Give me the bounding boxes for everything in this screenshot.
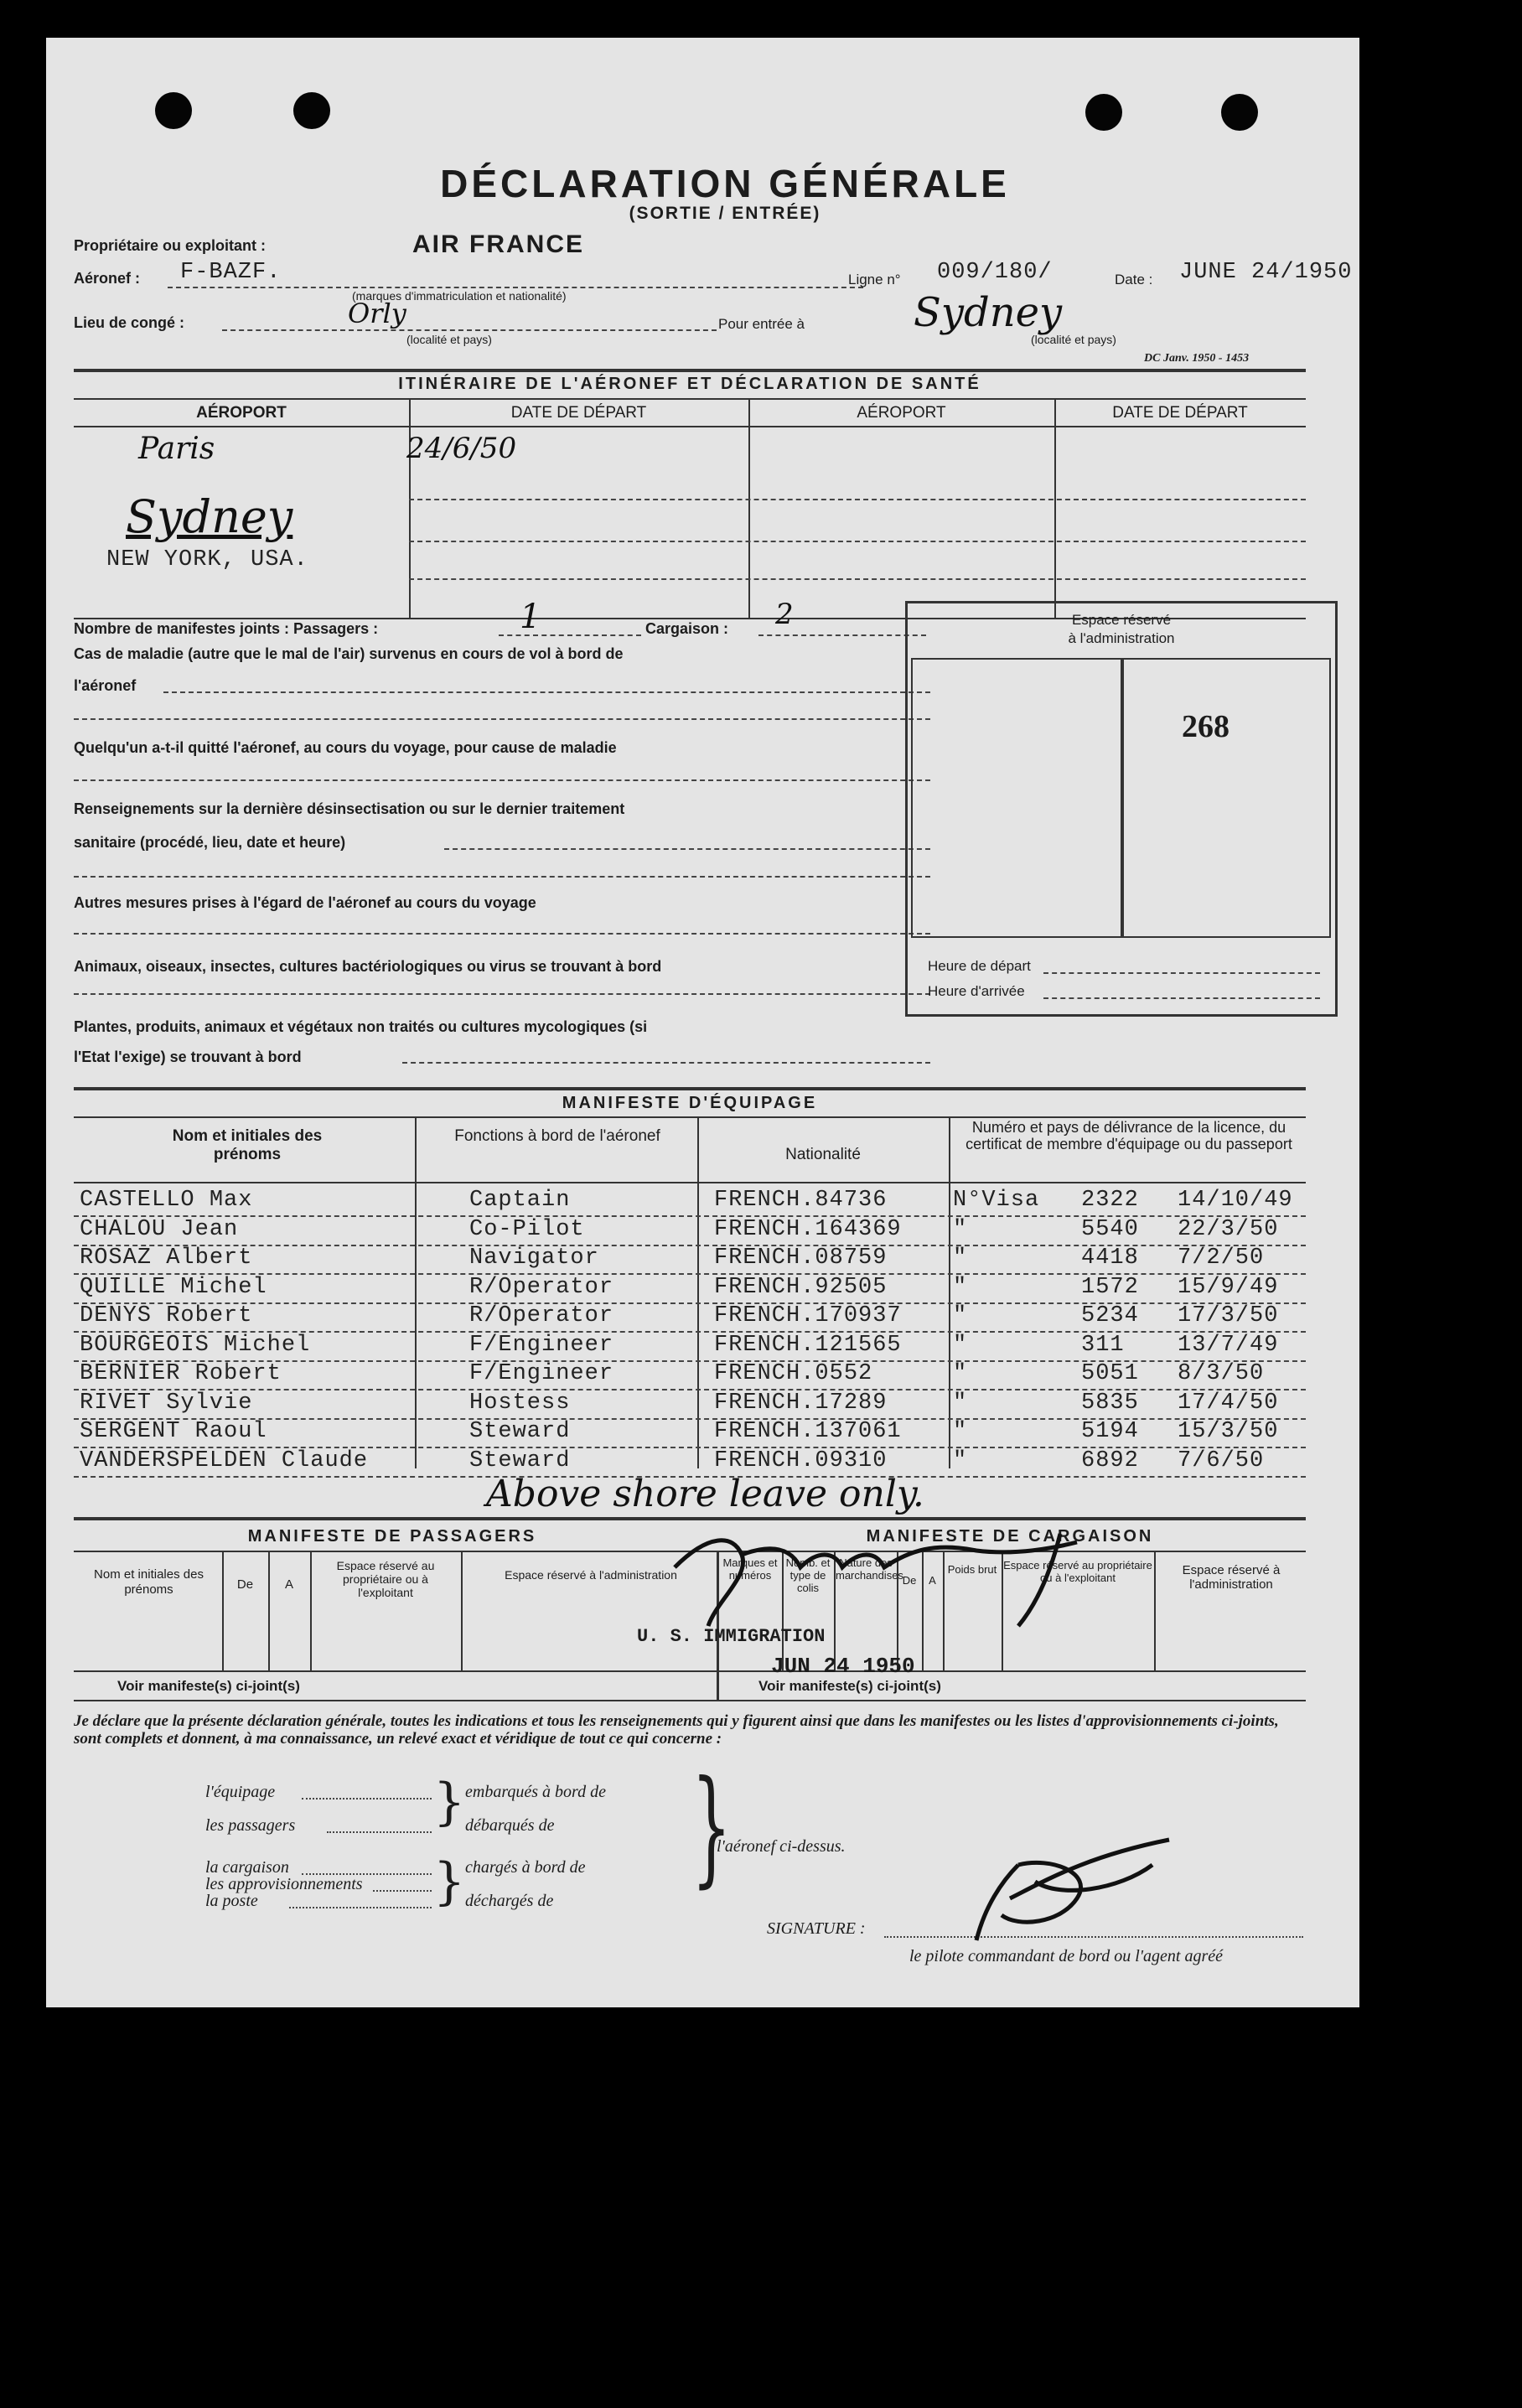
- crew-function: F/Engineer: [469, 1361, 614, 1386]
- owner-value: AIR FRANCE: [412, 230, 584, 258]
- cargo-title: MANIFESTE DE CARGAISON: [866, 1527, 1154, 1546]
- crew-license-prefix: ": [953, 1245, 968, 1271]
- passengers-header: Nom et initiales des prénoms: [94, 1567, 204, 1597]
- cargo-see-manifest: Voir manifeste(s) ci-joint(s): [758, 1678, 941, 1694]
- crew-license-number: 4418: [1081, 1245, 1139, 1271]
- crew-nationality: FRENCH.09310: [714, 1447, 888, 1473]
- crew-name: CASTELLO Max: [80, 1188, 253, 1213]
- itinerary-header: DATE DE DÉPART: [1112, 404, 1248, 422]
- date-label: Date :: [1115, 272, 1153, 287]
- declaration-item: la cargaison: [205, 1858, 289, 1877]
- crew-header: Numéro et pays de délivrance de la licence, du certificat de membre d'équipage ou du passeport: [965, 1119, 1292, 1152]
- crew-license-number: 2322: [1081, 1188, 1139, 1213]
- punch-hole: [1221, 94, 1258, 131]
- crew-license-date: 22/3/50: [1178, 1216, 1279, 1242]
- crew-header: Fonctions à bord de l'aéronef: [454, 1127, 660, 1145]
- crew-license-date: 17/4/50: [1178, 1390, 1279, 1416]
- passengers-header: A: [284, 1577, 293, 1592]
- signature-scrawl: [658, 1517, 1127, 1634]
- crew-title: MANIFESTE D'ÉQUIPAGE: [562, 1094, 818, 1112]
- passengers-see-manifest: Voir manifeste(s) ci-joint(s): [117, 1678, 300, 1694]
- signature-label: SIGNATURE :: [767, 1919, 866, 1938]
- crew-nationality: FRENCH.08759: [714, 1245, 888, 1271]
- health-question: l'Etat l'exige) se trouvant à bord: [74, 1049, 302, 1065]
- health-question: Cas de maladie (autre que le mal de l'air) survenus en cours de vol à bord de: [74, 645, 624, 662]
- crew-name: BOURGEOIS Michel: [80, 1332, 311, 1358]
- departure-label: Lieu de congé :: [74, 314, 185, 331]
- crew-license-number: 5194: [1081, 1419, 1139, 1444]
- punch-hole: [1085, 94, 1122, 131]
- crew-license-prefix: ": [953, 1419, 968, 1444]
- health-question: Autres mesures prises à l'égard de l'aéronef au cours du voyage: [74, 894, 536, 911]
- crew-header: Nom et initiales des prénoms: [172, 1127, 323, 1163]
- crew-license-prefix: ": [953, 1216, 968, 1242]
- form-sheet: DÉCLARATION GÉNÉRALE (SORTIE / ENTRÉE) Propriétaire ou exploitant : AIR FRANCE Aéronef : F-BAZF. (marques d'immatriculation et nationalité) Ligne n° 009/180/ Date : JUNE 24/1950 Lieu de congé : Orly (localité et pays) Pour entrée à Sydney (localité et pays) DC Janv. 1950 - 1453 ITINÉRAIRE DE L'AÉRONEF ET DÉCLARATION DE SANTÉ AÉROPORT DATE DE DÉPART AÉROPORT DATE DE DÉPART Paris Sydney NEW YORK, USA. 24/6/50 Nombre de manifestes joints : Passagers : 1 Cargaison : 2 Cas de maladie (autre que le mal de l'air) survenus en cours de vol à bord de l'aéronef Quelqu'un a-t-il quitté l'aéronef, au cours du voyage, pour cause de maladie Renseignements sur la dernière désinsectisation ou sur le dernier traitement sanitaire (procédé, lieu, date et heure) Autres mesures prises à l'égard de l'aéronef au cours du voyage Animaux, oiseaux, insectes, cultures bactériologiques ou virus se trouvant à bord Plantes, produits, animaux et végétaux non traités ou cultures mycologiques (si l'Etat l'exige) se trouvant à bord Espace réservé à l'administration 268 Heure de départ Heure d'arrivée MANIFESTE D'ÉQUIPAGE Nom et initiales des prénoms Fonctions à bord de l'aéronef Nationalité Numéro et pays de délivrance de la licence, du certificat de membre d'équipage ou du passeport CASTELLO Max Captain FRENCH.84736 N°Visa 2322 14/10/49 CHALOU Jean Co-Pilot FRENCH.164369 " 5540 22/3/50 ROSAZ Albert Navigator FRENCH.08759 " 4418 7/2/50 QUILLE Michel R/Operator FRENCH.92505 " 1572 15/9/49 DENYS Robert R/Operator FRENCH.170937 " 5234 17/3/50 BOURGEOIS Michel F/Engineer FRENCH.121565 " 311 13/7/49 BERNIER Robert F/Engineer FRENCH.0552 " 5051 8/3/50 RIVET Sylvie Hostess FRENCH.17289 " 5835 17/4/50 SERGENT Raoul Steward FRENCH.137061 " 5194 15/3/50 VANDERSPELDEN Claude Steward FRENCH.09310 " 6892 7/6/50 Above shore leave only. MANIFESTE DE PASSAGERS MANIFESTE DE CARGAISON Nom et initiales des prénoms De A Espace réservé au propriétaire ou à l'exploitant Espace réservé à l'administration Voir manifeste(s) ci-joint(s) Marques et numéros Nomb. et type de colis Nature des marchandises De A Poids brut Espace réservé au propriétaire ou à l'exploitant Espace réservé à l'administration Voir manifeste(s) ci-joint(s) U. S. IMMIGRATION JUN 24 1950 Je déclare que la présente déclaration générale, toutes les indications et tous les renseignements qui y figurent ainsi que dans les manifestes ou les listes d'approvisionnements ci-joints, sont complets et donnent, à ma connaissance, un relevé exact et véridique de tout ce qui concerne : l'équipage les passagers la cargaison les approvisionnements la poste } } embarqués à bord de débarqués de chargés à bord de déchargés de } l'aéronef ci-dessus. SIGNATURE : le pilote commandant de bord ou l'agent agréé: [46, 38, 1359, 2007]
- crew-function: Steward: [469, 1419, 571, 1444]
- crew-name: VANDERSPELDEN Claude: [80, 1447, 369, 1473]
- departure-time-label: Heure de départ: [928, 958, 1031, 974]
- health-question: Animaux, oiseaux, insectes, cultures bactériologiques ou virus se trouvant à bord: [74, 958, 662, 975]
- departure-note: (localité et pays): [406, 333, 492, 346]
- aircraft-label: Aéronef :: [74, 270, 141, 287]
- admin-box-title: Espace réservé: [1071, 612, 1172, 628]
- crew-license-prefix: N°Visa: [953, 1188, 1040, 1213]
- punch-hole: [155, 92, 192, 129]
- crew-nationality: FRENCH.0552: [714, 1361, 873, 1386]
- declaration-item: les approvisionnements: [205, 1875, 363, 1893]
- manifests-label: Nombre de manifestes joints : Passagers :: [74, 620, 379, 637]
- crew-nationality: FRENCH.84736: [714, 1188, 888, 1213]
- itinerary-airport: NEW YORK, USA.: [106, 547, 308, 572]
- line-value: 009/180/: [937, 260, 1053, 285]
- cargo-header: Poids brut: [947, 1563, 997, 1576]
- itinerary-header: DATE DE DÉPART: [510, 404, 647, 422]
- departure-value: Orly: [348, 298, 406, 329]
- itinerary-airport: Sydney: [126, 490, 293, 543]
- line-label: Ligne n°: [848, 272, 901, 287]
- crew-nationality: FRENCH.164369: [714, 1216, 902, 1242]
- cargo-header: Nomb. et type de colis: [785, 1556, 831, 1594]
- cargo-header: A: [929, 1574, 936, 1587]
- crew-license-number: 1572: [1081, 1274, 1139, 1300]
- crew-name: RIVET Sylvie: [80, 1390, 253, 1416]
- cargo-count-label: Cargaison :: [645, 620, 729, 637]
- admin-number: 268: [1182, 709, 1230, 744]
- cargo-header: De: [902, 1574, 917, 1587]
- entry-value: Sydney: [914, 289, 1063, 336]
- crew-function: Navigator: [469, 1245, 599, 1271]
- crew-license-number: 5051: [1081, 1361, 1139, 1386]
- itinerary-header: AÉROPORT: [857, 404, 946, 422]
- pilot-signature: [951, 1831, 1203, 1957]
- crew-nationality: FRENCH.121565: [714, 1332, 902, 1358]
- crew-name: DENYS Robert: [80, 1303, 253, 1328]
- crew-license-prefix: ": [953, 1390, 968, 1416]
- date-value: JUNE 24/1950: [1179, 260, 1353, 285]
- declaration-action: débarqués de: [465, 1816, 555, 1835]
- passengers-header: Espace réservé au propriétaire ou à l'exploitant: [336, 1559, 435, 1599]
- crew-license-date: 8/3/50: [1178, 1361, 1265, 1386]
- crew-name: BERNIER Robert: [80, 1361, 282, 1386]
- owner-label: Propriétaire ou exploitant :: [74, 237, 267, 254]
- crew-license-number: 5835: [1081, 1390, 1139, 1416]
- crew-nationality: FRENCH.17289: [714, 1390, 888, 1416]
- crew-license-number: 6892: [1081, 1447, 1139, 1473]
- form-title: DÉCLARATION GÉNÉRALE: [440, 162, 1010, 205]
- crew-function: Co-Pilot: [469, 1216, 585, 1242]
- declaration-aircraft: l'aéronef ci-dessus.: [717, 1837, 846, 1856]
- crew-license-prefix: ": [953, 1447, 968, 1473]
- cargo-header: Nature des marchandises: [836, 1556, 903, 1582]
- crew-annotation: Above shore leave only.: [486, 1473, 924, 1515]
- crew-header: Nationalité: [785, 1146, 861, 1163]
- crew-license-date: 7/6/50: [1178, 1447, 1265, 1473]
- arrival-time-label: Heure d'arrivée: [928, 983, 1025, 999]
- crew-license-number: 5540: [1081, 1216, 1139, 1242]
- crew-name: CHALOU Jean: [80, 1216, 239, 1242]
- crew-nationality: FRENCH.170937: [714, 1303, 902, 1328]
- crew-function: R/Operator: [469, 1274, 614, 1300]
- aircraft-value: F-BAZF.: [180, 260, 282, 285]
- health-question: l'aéronef: [74, 677, 137, 694]
- crew-license-prefix: ": [953, 1332, 968, 1358]
- declaration-action: déchargés de: [465, 1892, 554, 1910]
- health-question: Quelqu'un a-t-il quitté l'aéronef, au cours du voyage, pour cause de maladie: [74, 739, 617, 756]
- health-question: sanitaire (procédé, lieu, date et heure): [74, 834, 346, 851]
- entry-note: (localité et pays): [1031, 333, 1116, 346]
- crew-nationality: FRENCH.137061: [714, 1419, 902, 1444]
- immigration-stamp-date: JUN 24 1950: [771, 1654, 915, 1679]
- crew-license-date: 17/3/50: [1178, 1303, 1279, 1328]
- immigration-stamp-org: U. S. IMMIGRATION: [637, 1626, 826, 1647]
- crew-license-number: 5234: [1081, 1303, 1139, 1328]
- health-question: Renseignements sur la dernière désinsectisation ou sur le dernier traitement: [74, 800, 625, 817]
- crew-license-date: 15/3/50: [1178, 1419, 1279, 1444]
- crew-function: F/Engineer: [469, 1332, 614, 1358]
- passengers-header: Espace réservé à l'administration: [505, 1568, 677, 1582]
- admin-box-title: à l'administration: [1068, 630, 1175, 646]
- crew-name: SERGENT Raoul: [80, 1419, 267, 1444]
- form-subtitle: (SORTIE / ENTRÉE): [629, 204, 821, 223]
- itinerary-date: 24/6/50: [406, 432, 517, 465]
- itinerary-title: ITINÉRAIRE DE L'AÉRONEF ET DÉCLARATION DE SANTÉ: [398, 375, 981, 393]
- crew-name: QUILLE Michel: [80, 1274, 267, 1300]
- declaration-action: embarqués à bord de: [465, 1783, 606, 1801]
- crew-license-prefix: ": [953, 1361, 968, 1386]
- crew-nationality: FRENCH.92505: [714, 1274, 888, 1300]
- crew-function: R/Operator: [469, 1303, 614, 1328]
- crew-license-prefix: ": [953, 1274, 968, 1300]
- health-question: Plantes, produits, animaux et végétaux non traités ou cultures mycologiques (si: [74, 1018, 648, 1035]
- declaration-action: chargés à bord de: [465, 1858, 586, 1877]
- crew-function: Hostess: [469, 1390, 571, 1416]
- cargo-header: Espace réservé au propriétaire ou à l'exploitant: [1003, 1559, 1152, 1584]
- punch-hole: [293, 92, 330, 129]
- itinerary-header: AÉROPORT: [196, 404, 287, 422]
- cargo-header: Espace réservé à l'administration: [1182, 1563, 1281, 1592]
- cargo-count: 2: [775, 598, 794, 631]
- declaration-item: les passagers: [205, 1816, 296, 1835]
- crew-license-date: 14/10/49: [1178, 1188, 1293, 1213]
- passengers-header: De: [236, 1577, 254, 1592]
- marks-note: (marques d'immatriculation et nationalité): [352, 289, 567, 303]
- entry-label: Pour entrée à: [718, 316, 805, 332]
- passengers-title: MANIFESTE DE PASSAGERS: [247, 1527, 537, 1546]
- signature-caption: le pilote commandant de bord ou l'agent agréé: [909, 1947, 1224, 1965]
- crew-license-prefix: ": [953, 1303, 968, 1328]
- declaration-item: la poste: [205, 1892, 258, 1910]
- crew-function: Captain: [469, 1188, 571, 1213]
- crew-function: Steward: [469, 1447, 571, 1473]
- declaration-item: l'équipage: [205, 1783, 276, 1801]
- crew-name: ROSAZ Albert: [80, 1245, 253, 1271]
- crew-license-date: 15/9/49: [1178, 1274, 1279, 1300]
- declaration-text: Je déclare que la présente déclaration générale, toutes les indications et tous les renseignements qui y figurent ainsi que dans les manifestes ou les listes d'approvisionnements ci-joints, sont complets et donnent, à ma connaissance, un relevé exact et véridique de tout ce qui concerne :: [74, 1712, 1279, 1748]
- form-code: DC Janv. 1950 - 1453: [1144, 352, 1250, 365]
- passengers-count: 1: [520, 598, 541, 636]
- crew-license-date: 13/7/49: [1178, 1332, 1279, 1358]
- cargo-header: Marques et numéros: [722, 1556, 778, 1582]
- crew-license-date: 7/2/50: [1178, 1245, 1265, 1271]
- itinerary-airport: Paris: [138, 432, 215, 466]
- crew-license-number: 311: [1081, 1332, 1125, 1358]
